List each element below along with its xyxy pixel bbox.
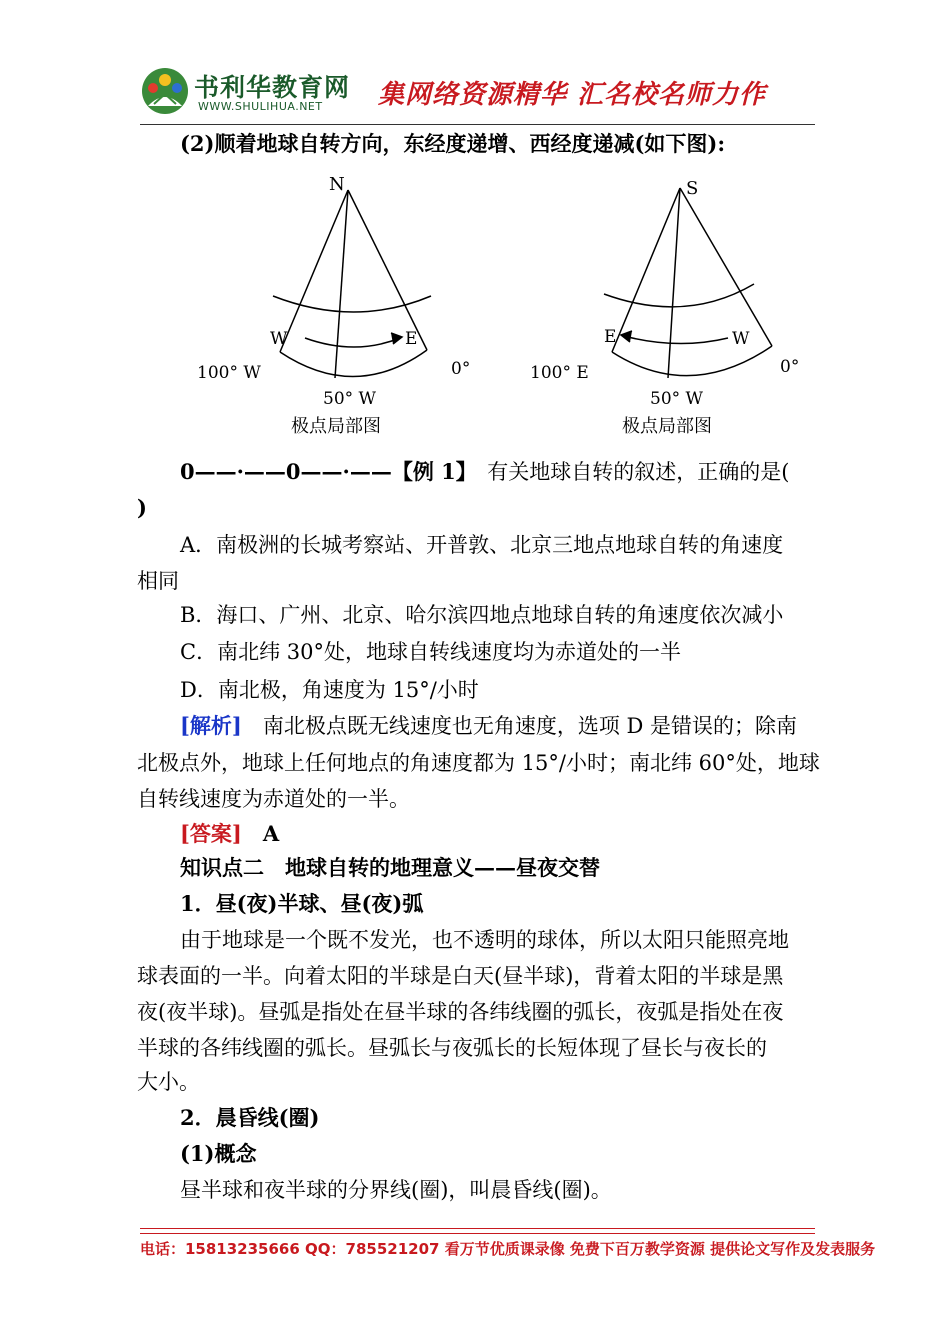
header-slogan: 集网络资源精华 汇名校名师力作 <box>378 80 767 110</box>
meridian-mid <box>668 188 680 378</box>
meridian-left <box>612 188 680 352</box>
lon-mid-label: 50° W <box>323 389 377 409</box>
example-question-text: 有关地球自转的叙述，正确的是( <box>466 460 790 484</box>
analysis-line-2: 北极点外，地球上任何地点的角速度都为 15°/小时；南北纬 60°处，地球 <box>137 751 820 775</box>
paragraph-1-line-2: 球表面的一半。向着太阳的半球是白天(昼半球)，背着太阳的半球是黑 <box>137 964 784 988</box>
analysis-line-3: 自转线速度为赤道处的一半。 <box>137 787 410 811</box>
section-heading-3: (1)概念 <box>180 1141 257 1166</box>
pole-label: N <box>329 174 345 195</box>
example-question-end: ) <box>137 495 147 520</box>
footer-divider <box>140 1228 815 1229</box>
parallel-outer <box>280 350 427 377</box>
section-heading-1: 1．昼(夜)半球、昼(夜)弧 <box>180 891 424 916</box>
paragraph-1-line-3: 夜(夜半球)。昼弧是指处在昼半球的各纬线圈的弧长，夜弧是指处在夜 <box>137 1000 784 1024</box>
section-heading-2: 2．晨昏线(圈) <box>180 1105 320 1130</box>
pole-label: S <box>686 178 699 199</box>
option-a-cont: 相同 <box>137 569 179 593</box>
paragraph-1-line-5: 大小。 <box>137 1070 200 1094</box>
lon-right-label: 0° <box>451 359 471 379</box>
analysis-line-1 <box>180 712 797 740</box>
dir-right-label: W <box>732 329 750 349</box>
site-header <box>140 66 820 122</box>
paragraph-1-line-4: 半球的各纬线圈的弧长。昼弧长与夜弧长的长短体现了昼长与夜长的 <box>137 1036 767 1060</box>
lon-right-label: 0° <box>780 357 800 377</box>
lon-left-label: 100° E <box>530 363 589 383</box>
paragraph-1-line-1: 由于地球是一个既不发光，也不透明的球体，所以太阳只能照亮地 <box>180 928 789 952</box>
example-question <box>180 458 790 486</box>
example-prefix: 0——·——0——·—— <box>180 459 392 484</box>
example-tag: 【例 1】 <box>391 459 467 484</box>
header-divider <box>140 124 815 125</box>
logo-url[interactable]: WWW.SHULIHUA.NET <box>198 100 323 113</box>
dir-right-label: E <box>405 329 418 349</box>
figure-caption: 极点局部图 <box>291 416 381 437</box>
rotation-arrow <box>624 336 728 344</box>
option-c: C．南北纬 30°处，地球自转线速度均为赤道处的一半 <box>180 640 681 664</box>
polar-figure-north <box>195 168 525 438</box>
footer-divider-thin <box>140 1233 815 1234</box>
logo-icon <box>140 66 190 116</box>
dir-left-label: W <box>270 329 288 349</box>
meridian-right <box>680 188 772 346</box>
section-title: 知识点二 地球自转的地理意义——昼夜交替 <box>180 855 600 880</box>
option-d: D．南北极，角速度为 15°/小时 <box>180 678 479 702</box>
answer-tag: [答案] <box>180 821 242 846</box>
intro-text: (2)顺着地球自转方向，东经度递增、西经度递减(如下图): <box>180 131 726 156</box>
answer-line <box>180 820 279 848</box>
footer-contact: 电话：15813235666 QQ：785521207 看万节优质课录像 免费下百万教学资源 提供论文写作及发表服务 <box>140 1240 876 1258</box>
meridian-right <box>348 190 427 350</box>
option-a: A．南极洲的长城考察站、开普敦、北京三地点地球自转的角速度 <box>180 533 784 557</box>
option-b: B．海口、广州、北京、哈尔滨四地点地球自转的角速度依次减小 <box>180 603 784 627</box>
paragraph-2: 昼半球和夜半球的分界线(圈)，叫晨昏线(圈)。 <box>180 1178 612 1202</box>
logo-text: 书利华教育网 <box>194 73 351 102</box>
lon-mid-label: 50° W <box>650 389 704 409</box>
answer-value: A <box>241 821 280 846</box>
analysis-text-1: 南北极点既无线速度也无角速度，选项 D 是错误的；除南 <box>241 714 798 738</box>
rotation-arrow <box>305 338 400 347</box>
lon-left-label: 100° W <box>197 363 261 383</box>
analysis-tag: [解析] <box>180 713 242 738</box>
figure-caption: 极点局部图 <box>622 416 712 437</box>
polar-figure-south <box>528 168 858 438</box>
parallel-outer <box>612 346 772 376</box>
dir-left-label: E <box>604 327 617 347</box>
parallel-inner <box>604 284 754 307</box>
